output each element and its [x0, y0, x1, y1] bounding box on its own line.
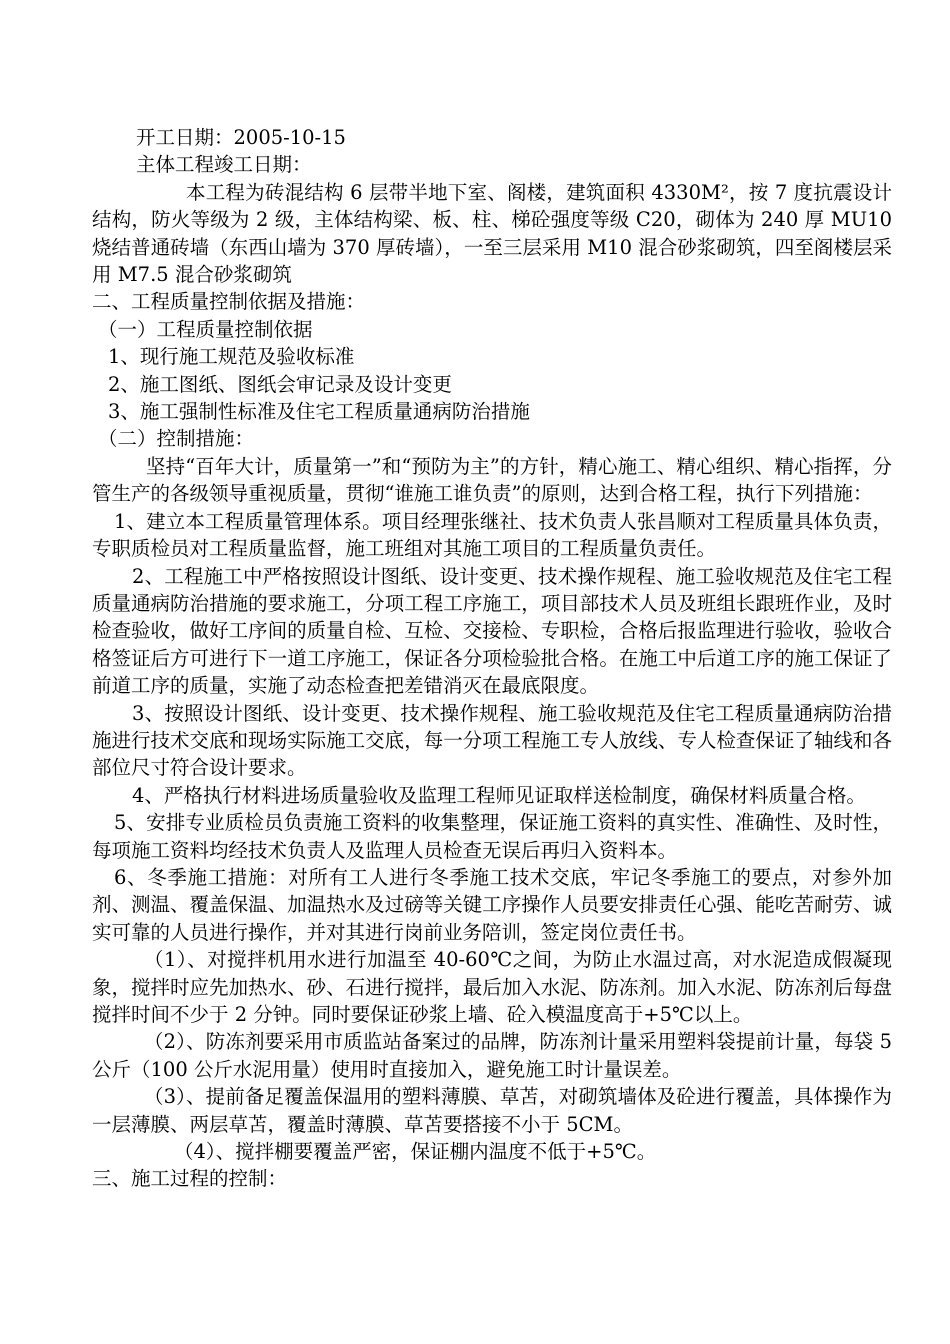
- main-completion-date-line: 主体工程竣工日期：: [136, 153, 312, 177]
- section-3-heading: 三、施工过程的控制：: [92, 1167, 288, 1191]
- winter-measure-3-paragraph: （3）、提前备足覆盖保温用的塑料薄膜、草苫，对砌筑墙体及砼进行覆盖，具体操作为一层薄膜、两层草苫，覆盖时薄膜、草苫要搭接不小于 5CM。: [92, 1085, 892, 1136]
- subsection-2-heading: （二）控制措施：: [98, 427, 255, 451]
- measure-6-paragraph: 6、冬季施工措施：对所有工人进行冬季施工技术交底，牢记冬季施工的要点，对参外加剂、测温、覆盖保温、加温热水及过磅等关键工序操作人员要安排责任心强、能吃苦耐劳、诚实可靠的人员进行操作，并对其进行岗前业务陪训，签定岗位责任书。: [92, 865, 892, 944]
- policy-paragraph: 坚持“百年大计，质量第一”和“预防为主”的方针，精心施工、精心组织、精心指挥，分管生产的各级领导重视质量，贯彻“谁施工谁负责”的原则，达到合格工程，执行下列措施：: [92, 454, 892, 506]
- basis-item-2: 2、施工图纸、图纸会审记录及设计变更: [108, 372, 452, 396]
- measure-5-paragraph: 5、安排专业质检员负责施工资料的收集整理，保证施工资料的真实性、准确性、及时性，每项施工资料均经技术负责人及监理人员检查无误后再归入资料本。: [92, 811, 892, 862]
- subsection-1-heading: （一）工程质量控制依据: [98, 317, 313, 341]
- winter-measure-1-paragraph: （1）、对搅拌机用水进行加温至 40-60℃之间，为防止水温过高，对水泥造成假凝现象，搅拌时应先加热水、砂、石进行搅拌，最后加入水泥、防冻剂。加入水泥、防冻剂后每盘搅拌时间不少于 2 分钟。同时要保证砂浆上墙、砼入模温度高于+5℃以上。: [92, 948, 892, 1026]
- winter-measure-2-paragraph: （2）、防冻剂要采用市质监站备案过的品牌，防冻剂计量采用塑料袋提前计量，每袋 5 公斤（100 公斤水泥用量）使用时直接加入，避免施工时计量误差。: [92, 1030, 892, 1081]
- basis-item-1: 1、现行施工规范及验收标准: [108, 345, 355, 369]
- measure-2-paragraph: 2、工程施工中严格按照设计图纸、设计变更、技术操作规程、施工验收规范及住宅工程质量通病防治措施的要求施工，分项工程工序施工，项目部技术人员及班组长跟班作业，及时检查验收，做好工序间的质量自检、互检、交接检、专职检，合格后报监理进行验收，验收合格签证后方可进行下一道工序施工，保证各分项检验批合格。在施工中后道工序的施工保证了前道工序的质量，实施了动态检查把差错消灭在最底限度。: [92, 564, 892, 698]
- basis-item-3: 3、施工强制性标准及住宅工程质量通病防治措施: [108, 400, 530, 424]
- start-date-line: 开工日期：2005-10-15: [136, 126, 346, 149]
- measure-3-paragraph: 3、按照设计图纸、设计变更、技术操作规程、施工验收规范及住宅工程质量通病防治措施进行技术交底和现场实际施工交底，每一分项工程施工专人放线、专人检查保证了轴线和各部位尺寸符合设计要求。: [92, 701, 892, 780]
- measure-1-paragraph: 1、建立本工程质量管理体系。项目经理张继社、技术负责人张昌顺对工程质量具体负责，专职质检员对工程质量监督，施工班组对其施工项目的工程质量负责任。: [92, 509, 892, 561]
- measure-4-paragraph: 4、严格执行材料进场质量验收及监理工程师见证取样送检制度，确保材料质量合格。: [132, 783, 866, 807]
- section-2-heading: 二、工程质量控制依据及措施：: [92, 290, 366, 314]
- document-body: [92, 124, 892, 1193]
- winter-measure-4-line: （4）、搅拌棚要覆盖严密，保证棚内温度不低于+5℃。: [174, 1140, 657, 1164]
- project-overview-paragraph: 本工程为砖混结构 6 层带半地下室、阁楼，建筑面积 4330M²，按 7 度抗震设计结构，防火等级为 2 级，主体结构梁、板、柱、梯砼强度等级 C20，砌体为 240 厚 MU10 烧结普通砖墙（东西山墙为 370 厚砖墙），一至三层采用 M10 混合砂浆砌筑，四至阁楼层采用 M7.5 混合砂浆砌筑: [92, 180, 892, 287]
